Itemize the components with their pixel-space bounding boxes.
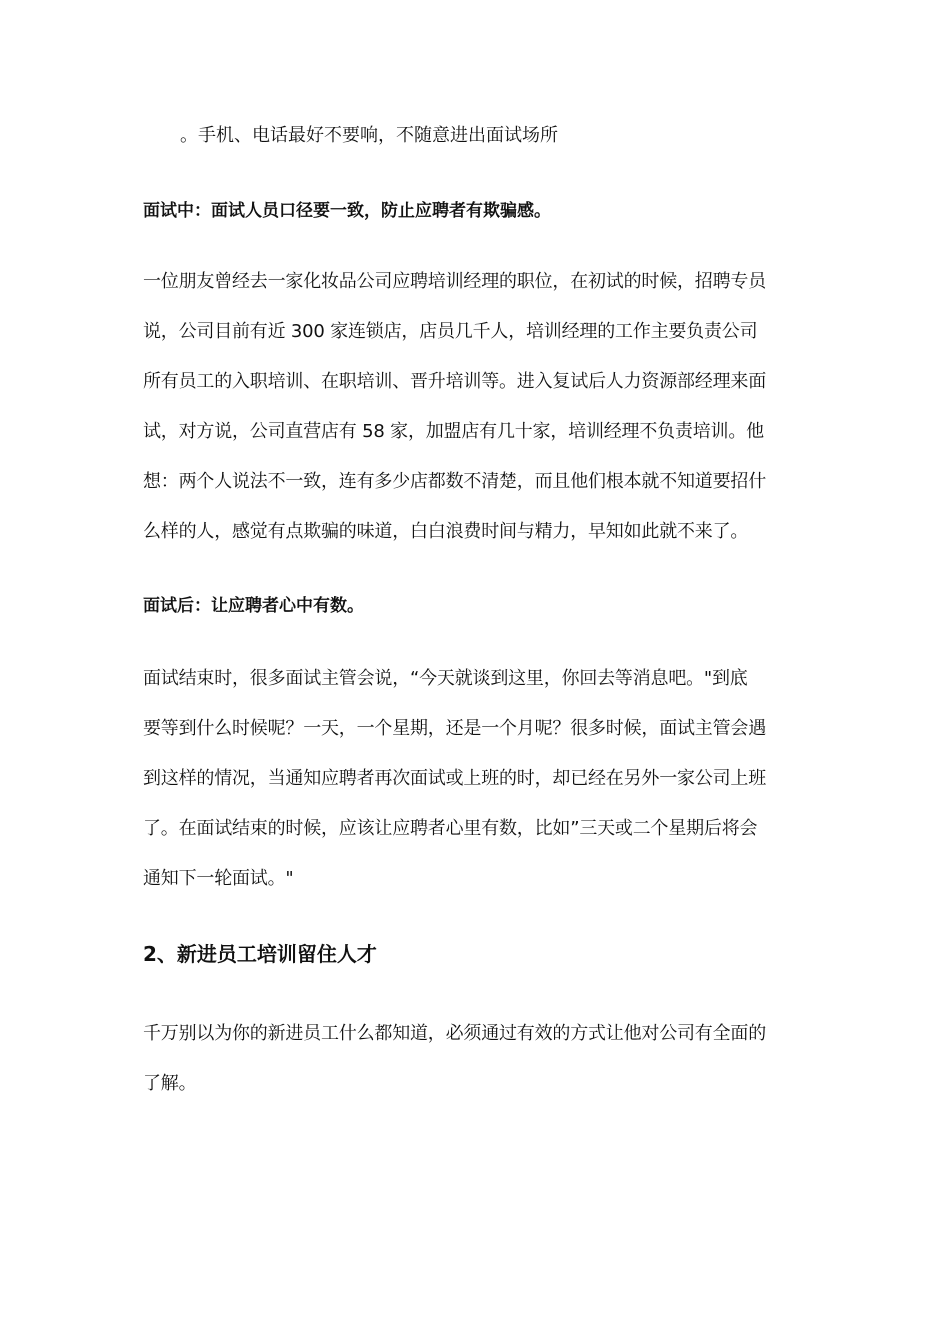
paragraph-line: 么样的人，感觉有点欺骗的味道，白白浪费时间与精力，早知如此就不来了。: [143, 521, 749, 542]
paragraph-line: 了。在面试结束的时候，应该让应聘者心里有数，比如”三天或二个星期后将会: [143, 818, 758, 839]
paragraph-during-interview: [143, 257, 808, 557]
paragraph-line: 试，对方说，公司直营店有 58 家，加盟店有几十家，培训经理不负责培训。他: [143, 421, 764, 442]
paragraph-line: 所有员工的入职培训、在职培训、晋升培训等。进入复试后人力资源部经理来面: [143, 371, 766, 392]
paragraph-line: 了解。: [143, 1073, 197, 1094]
paragraph-line: 要等到什么时候呢？一天，一个星期，还是一个月呢？很多时候，面试主管会遇: [143, 718, 766, 739]
section-heading: 2、新进员工培训留住人才: [143, 942, 377, 966]
bullet-text: 。手机、电话最好不要响，不随意进出面试场所: [180, 125, 558, 146]
paragraph-line: 千万别以为你的新进员工什么都知道，必须通过有效的方式让他对公司有全面的: [143, 1023, 766, 1044]
paragraph-line: 面试结束时，很多面试主管会说，“今天就谈到这里，你回去等消息吧。"到底: [143, 668, 748, 689]
paragraph-line: 到这样的情况，当通知应聘者再次面试或上班的时，却已经在另外一家公司上班: [143, 768, 766, 789]
heading-during-interview: 面试中：面试人员口径要一致，防止应聘者有欺骗感。: [143, 201, 551, 221]
paragraph-training: [143, 1009, 808, 1109]
paragraph-line: 通知下一轮面试。": [143, 868, 294, 889]
paragraph-line: 说，公司目前有近 300 家连锁店，店员几千人，培训经理的工作主要负责公司: [143, 321, 758, 342]
paragraph-after-interview: [143, 654, 808, 904]
paragraph-line: 想：两个人说法不一致，连有多少店都数不清楚，而且他们根本就不知道要招什: [143, 471, 766, 492]
heading-after-interview: 面试后：让应聘者心中有数。: [143, 596, 364, 616]
paragraph-line: 一位朋友曾经去一家化妆品公司应聘培训经理的职位，在初试的时候，招聘专员: [143, 271, 766, 292]
